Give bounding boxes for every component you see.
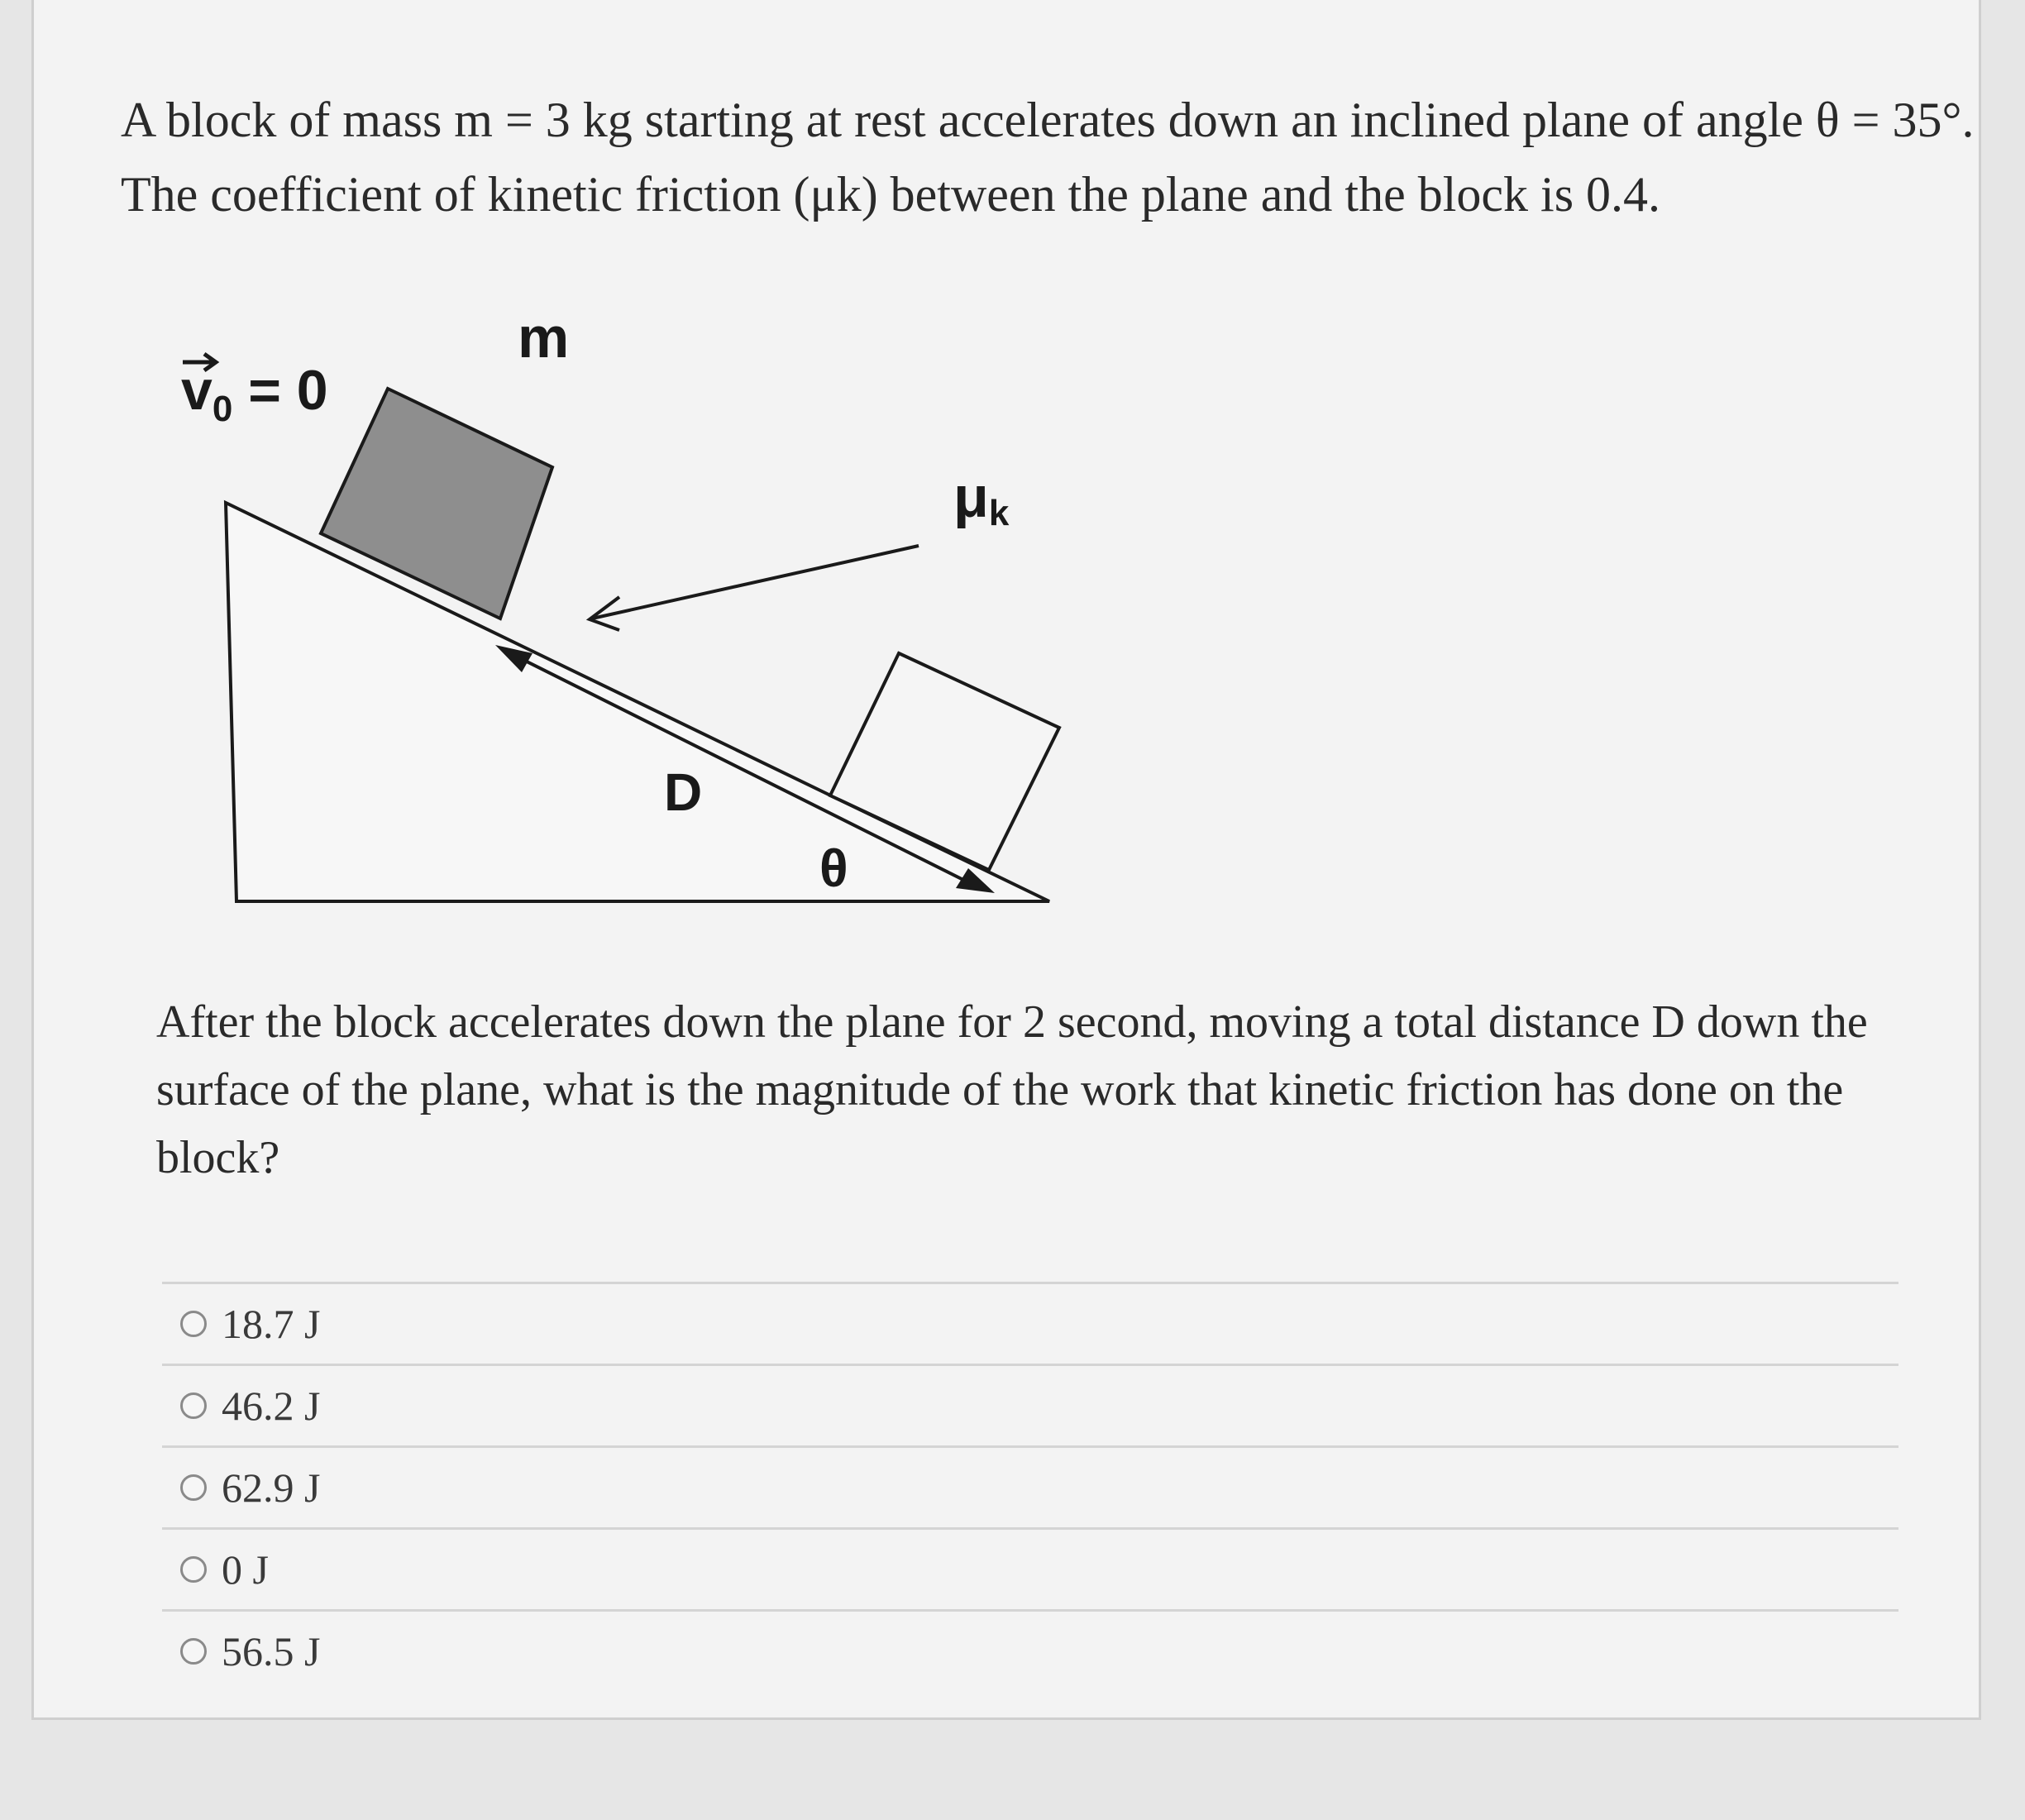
- v0-subscript: 0: [212, 389, 233, 429]
- v0-label: [181, 359, 328, 429]
- radio-button[interactable]: [180, 1638, 207, 1665]
- intro-line-2: The coefficient of kinetic friction (μk) between the plane and the block is 0.4.: [121, 167, 1661, 222]
- angle-label: θ: [819, 838, 848, 898]
- option-label: 18.7 J: [222, 1301, 321, 1347]
- option-label: 62.9 J: [222, 1464, 321, 1511]
- v0-equals: = 0: [232, 359, 328, 422]
- answer-option[interactable]: [162, 1445, 1898, 1527]
- mu-subscript: k: [988, 493, 1010, 533]
- v0-symbol: v: [181, 359, 213, 422]
- answer-option[interactable]: [162, 1527, 1898, 1609]
- answer-option[interactable]: [162, 1282, 1898, 1364]
- option-label: 46.2 J: [222, 1383, 321, 1429]
- inclined-plane-diagram: [34, 0, 1192, 959]
- radio-button[interactable]: [180, 1392, 207, 1419]
- answer-options: [162, 1282, 1898, 1691]
- answer-option[interactable]: [162, 1609, 1898, 1691]
- mu-symbol: μ: [953, 465, 989, 529]
- friction-pointer-line: [592, 546, 919, 619]
- question-prompt: After the block accelerates down the plane for 2 second, moving a total distance D down the surface of the plane, what is the magnitude of the work that kinetic friction has done on the block?: [156, 996, 1868, 1183]
- distance-label: D: [664, 762, 703, 822]
- option-label: 0 J: [222, 1546, 269, 1593]
- intro-line-1: A block of mass m = 3 kg starting at rest accelerates down an inclined plane of angle θ = 35°.: [121, 93, 1975, 147]
- mass-label: m: [518, 305, 570, 370]
- mu-label: [953, 465, 1010, 533]
- answer-option[interactable]: [162, 1364, 1898, 1445]
- radio-button[interactable]: [180, 1556, 207, 1583]
- radio-button[interactable]: [180, 1311, 207, 1337]
- radio-button[interactable]: [180, 1474, 207, 1501]
- option-label: 56.5 J: [222, 1628, 321, 1674]
- question-card: [31, 0, 1981, 1720]
